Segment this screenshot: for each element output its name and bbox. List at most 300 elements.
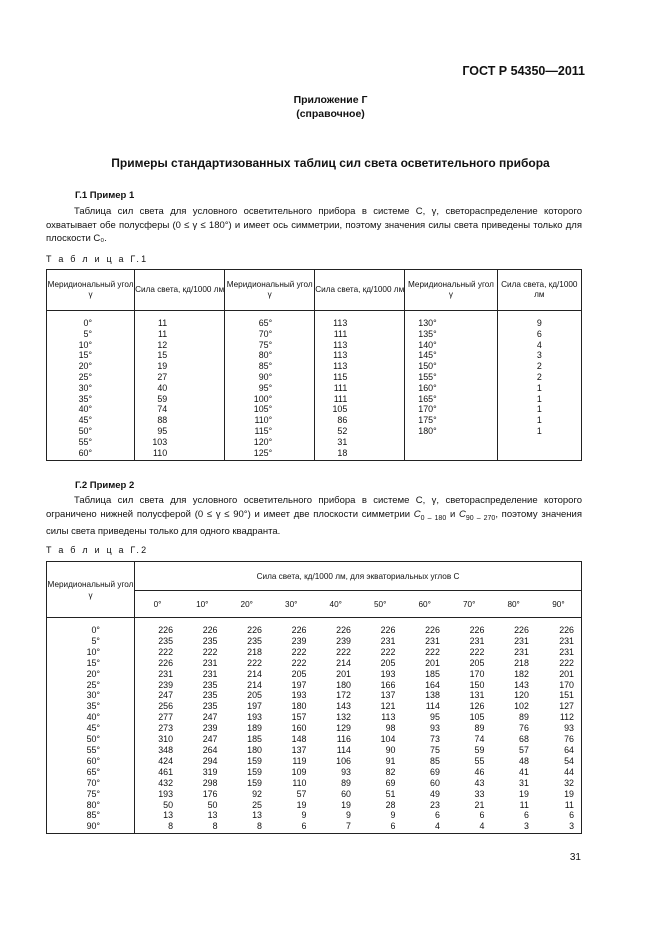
table-caption-2: Т а б л и ц а Г.2 (46, 545, 149, 555)
table-cell: 256 (158, 701, 174, 712)
table-row (47, 340, 582, 351)
table-cell: 126 (469, 701, 485, 712)
table-cell: 205 (291, 668, 307, 679)
table-cell: 59 (135, 394, 225, 405)
table-cell: 69 (430, 766, 440, 777)
table-cell: 1 (497, 415, 581, 426)
table-row (47, 448, 582, 461)
table-row (47, 778, 582, 789)
table-row (47, 756, 582, 767)
table-cell: 226 (336, 625, 351, 635)
column-header-intensity: Сила света, кд/1000 лм (497, 270, 581, 311)
table-cell: 54 (564, 755, 574, 766)
table-cell: 55° (47, 437, 135, 448)
table-cell: 231 (380, 635, 396, 646)
column-header-equatorial-angle: 70° (447, 591, 491, 618)
table-cell: 25 (252, 799, 262, 810)
table-cell: 49 (430, 788, 440, 799)
table-row (47, 383, 582, 394)
table-cell: 127 (559, 701, 574, 712)
table-cell: 60° (47, 448, 135, 461)
table-cell: 461 (158, 766, 174, 777)
table-cell: 239 (202, 723, 218, 734)
table-cell: 231 (425, 635, 440, 646)
table-cell: 226 (158, 657, 174, 668)
table-cell: 76 (564, 734, 574, 745)
table-cell: 9 (390, 810, 396, 821)
table-cell: 51 (385, 788, 396, 799)
table-cell: 264 (202, 744, 218, 755)
table-cell: 185 (425, 668, 440, 679)
table-cell: 231 (514, 635, 529, 646)
table-cell: 222 (247, 657, 262, 668)
table-cell: 6 (523, 810, 529, 821)
table-cell: 115° (225, 426, 315, 437)
table-cell: 180° (405, 426, 497, 437)
table-cell: 1 (497, 426, 581, 437)
table-cell: 35° (47, 394, 135, 405)
table-cell: 28 (385, 799, 396, 810)
table-row (47, 437, 582, 448)
table-cell: 9 (346, 810, 351, 821)
column-header-equatorial-angle: 0° (135, 591, 181, 618)
table-row (47, 789, 582, 800)
table-cell: 201 (559, 668, 574, 679)
table-cell: 132 (336, 712, 351, 723)
table-cell: 424 (158, 755, 174, 766)
table-cell: 75° (47, 789, 135, 800)
table-cell: 50 (163, 799, 174, 810)
table-cell: 231 (514, 646, 529, 657)
table-row (47, 810, 582, 821)
table-cell: 222 (559, 657, 574, 668)
table-cell: 9 (301, 810, 307, 821)
table-cell: 145° (405, 350, 497, 361)
table-cell: 197 (291, 679, 307, 690)
table-cell: 166 (380, 679, 396, 690)
column-header-equatorial-angle: 50° (358, 591, 402, 618)
page-title: Примеры стандартизованных таблиц сил света осветительного прибора (111, 156, 550, 170)
table-cell: 226 (247, 625, 262, 635)
table-cell: 3 (569, 821, 574, 832)
table-cell: 11 (564, 799, 574, 810)
table-cell: 235 (202, 679, 218, 690)
table-cell: 59 (474, 744, 485, 755)
table-cell: 143 (336, 701, 351, 712)
table-cell: 222 (425, 646, 440, 657)
table-cell: 75° (225, 340, 315, 351)
table-cell: 10° (47, 647, 135, 658)
column-header-equatorial-angle: 10° (180, 591, 224, 618)
table-cell: 231 (469, 635, 485, 646)
table-cell: 18 (315, 448, 405, 461)
table-cell: 222 (291, 657, 307, 668)
table-cell: 30° (47, 690, 135, 701)
table-cell: 5° (47, 636, 135, 647)
table-cell: 30° (47, 383, 135, 394)
table-cell: 119 (292, 755, 307, 766)
table-cell: 95° (225, 383, 315, 394)
table-cell (497, 437, 581, 448)
table-cell: 1 (497, 404, 581, 415)
table-cell: 45° (47, 415, 135, 426)
table-cell: 235 (158, 635, 174, 646)
column-header-equatorial-angle: 30° (269, 591, 313, 618)
page-number: 31 (569, 852, 581, 863)
table-cell: 222 (380, 646, 396, 657)
intensity-table-2 (46, 561, 582, 834)
table-cell: 91 (385, 755, 396, 766)
table-cell: 104 (380, 734, 396, 745)
table-cell: 231 (158, 668, 174, 679)
table-cell: 247 (202, 712, 218, 723)
table-cell: 205 (469, 657, 485, 668)
column-header-intensity: Сила света, кд/1000 лм (315, 270, 405, 311)
table-cell: 55° (47, 745, 135, 756)
table-cell: 112 (559, 712, 574, 723)
table-cell: 214 (247, 679, 262, 690)
table-cell: 35° (47, 701, 135, 712)
section-heading-2: Г.2 Пример 2 (75, 480, 135, 491)
table-cell: 120° (225, 437, 315, 448)
table-cell: 69 (385, 777, 396, 788)
table-cell: 180 (247, 744, 262, 755)
table-cell: 113 (315, 350, 405, 361)
column-header-equatorial-angle: 80° (491, 591, 535, 618)
table-cell: 310 (158, 734, 174, 745)
column-header-equatorial-angle: 60° (402, 591, 446, 618)
table-cell: 175° (405, 415, 497, 426)
table-cell: 20° (47, 669, 135, 680)
table-cell: 235 (202, 635, 218, 646)
table-cell: 239 (291, 635, 307, 646)
table-cell: 222 (291, 646, 307, 657)
table-cell: 110 (135, 448, 225, 461)
table-cell: 193 (247, 712, 262, 723)
table-row (47, 372, 582, 383)
table-cell: 110° (225, 415, 315, 426)
table-cell: 85 (430, 755, 440, 766)
table-row (47, 680, 582, 691)
table-cell: 113 (315, 340, 405, 351)
table-cell: 113 (381, 712, 396, 723)
table-row (47, 723, 582, 734)
table-cell: 88 (135, 415, 225, 426)
table-cell: 157 (291, 712, 307, 723)
table-cell: 247 (158, 690, 174, 701)
table-cell: 218 (514, 657, 529, 668)
table-cell: 432 (158, 777, 174, 788)
column-header-meridional-angle: Меридиональный угол γ (47, 562, 135, 618)
table-cell: 165° (405, 394, 497, 405)
table-cell: 40° (47, 404, 135, 415)
table-cell: 6 (434, 810, 440, 821)
table-cell: 131 (469, 690, 485, 701)
table-cell: 90° (225, 372, 315, 383)
table-cell: 201 (425, 657, 440, 668)
table-cell: 6 (497, 329, 581, 340)
table-cell: 46 (474, 766, 485, 777)
table-cell: 160° (405, 383, 497, 394)
table-cell: 4 (479, 821, 485, 832)
table-row (47, 701, 582, 712)
table-cell: 226 (158, 625, 174, 635)
table-cell: 9 (497, 311, 581, 329)
table-cell: 247 (202, 734, 218, 745)
table-cell: 294 (202, 755, 218, 766)
table-cell: 102 (514, 701, 529, 712)
table-cell (405, 448, 497, 461)
table-cell: 19 (564, 788, 574, 799)
table-cell: 90 (385, 744, 396, 755)
table-cell: 45° (47, 723, 135, 734)
table-row (47, 394, 582, 405)
table-cell: 86 (315, 415, 405, 426)
table-cell: 193 (291, 690, 307, 701)
table-cell: 121 (380, 701, 396, 712)
table-cell: 214 (336, 657, 351, 668)
table-cell (405, 437, 497, 448)
standard-number: ГОСТ Р 54350—2011 (462, 64, 585, 78)
table-cell: 148 (291, 734, 307, 745)
table-cell: 319 (202, 766, 218, 777)
table-cell: 95 (135, 426, 225, 437)
table-cell: 74 (474, 734, 485, 745)
table-cell: 13 (252, 810, 262, 821)
table-cell: 273 (158, 723, 174, 734)
table-cell: 8 (168, 821, 174, 832)
table-cell: 231 (559, 646, 574, 657)
table-row (47, 647, 582, 658)
table-cell: 65° (47, 767, 135, 778)
table-row (47, 712, 582, 723)
table-cell: 73 (430, 734, 440, 745)
table-cell: 0° (47, 311, 135, 329)
table-cell: 2 (497, 361, 581, 372)
table-cell: 41 (519, 766, 529, 777)
table-cell: 106 (336, 755, 351, 766)
table-cell: 60° (47, 756, 135, 767)
table-cell: 226 (202, 625, 218, 635)
table-cell: 15 (135, 350, 225, 361)
table-cell: 113 (315, 311, 405, 329)
table-cell: 27 (135, 372, 225, 383)
table-cell: 60 (430, 777, 440, 788)
table-cell: 130° (405, 311, 497, 329)
table-cell: 105° (225, 404, 315, 415)
table-cell: 155° (405, 372, 497, 383)
table-cell: 74 (135, 404, 225, 415)
table-cell: 50° (47, 426, 135, 437)
table-cell: 55 (474, 755, 485, 766)
table-cell: 150 (469, 679, 485, 690)
table-cell: 140° (405, 340, 497, 351)
table-row (47, 745, 582, 756)
table-row (47, 734, 582, 745)
table-cell: 159 (247, 755, 262, 766)
table-cell: 105 (315, 404, 405, 415)
column-group-header: Сила света, кд/1000 лм, для экваториальных углов C (135, 562, 582, 591)
table-row (47, 329, 582, 340)
table-cell: 19 (341, 799, 351, 810)
table-cell: 70° (47, 778, 135, 789)
table-cell: 15° (47, 350, 135, 361)
table-cell: 348 (158, 744, 174, 755)
table-cell: 6 (479, 810, 485, 821)
annex-subtitle: (справочное) (296, 108, 365, 120)
table-cell: 13 (207, 810, 218, 821)
table-cell: 89 (474, 723, 485, 734)
table-cell: 85° (47, 810, 135, 821)
table-cell: 151 (559, 690, 574, 701)
table-cell: 222 (469, 646, 485, 657)
table-cell: 6 (301, 821, 307, 832)
table-cell: 25° (47, 680, 135, 691)
table-cell: 197 (247, 701, 262, 712)
table-cell: 52 (315, 426, 405, 437)
section-text-2: Таблица сил света для условного осветительного прибора в системе C, γ, светораспределение которого ограничено нижней полусферой (0 ≤ γ ≤ 90°) и имеет две плоскости симметрии $C_{0 - 180}$ и $C_{90 - 270}$, поэтому значения силы света приведены только для одного квадранта. (46, 495, 583, 538)
table-cell: 15° (47, 658, 135, 669)
table-cell: 170° (405, 404, 497, 415)
table-cell: 3 (497, 350, 581, 361)
table-cell: 170 (469, 668, 485, 679)
table-cell: 201 (336, 668, 351, 679)
table-cell: 239 (336, 635, 351, 646)
table-cell: 60 (341, 788, 351, 799)
table-cell: 111 (315, 394, 405, 405)
table-row (47, 415, 582, 426)
table-cell: 129 (336, 723, 351, 734)
table-cell: 31 (315, 437, 405, 448)
table-cell: 6 (569, 810, 574, 821)
table-cell: 4 (434, 821, 440, 832)
table-cell: 25° (47, 372, 135, 383)
table-cell: 116 (336, 734, 351, 745)
table-cell: 50 (207, 799, 218, 810)
table-cell: 31 (519, 777, 529, 788)
column-header-angle: Меридиональный угол γ (405, 270, 497, 311)
table-caption-1: Т а б л и ц а Г.1 (46, 254, 149, 264)
table-cell: 226 (469, 625, 485, 635)
table-cell: 120 (514, 690, 529, 701)
table-cell: 11 (135, 311, 225, 329)
table-cell: 11 (135, 329, 225, 340)
table-cell: 11 (519, 799, 529, 810)
table-cell: 3 (523, 821, 529, 832)
column-header-angle: Меридиональный угол γ (225, 270, 315, 311)
table-row (47, 767, 582, 778)
table-cell: 80° (225, 350, 315, 361)
table-cell: 0° (47, 618, 135, 636)
table-row (47, 311, 582, 329)
table-cell: 298 (202, 777, 218, 788)
intensity-table-1 (46, 269, 582, 461)
table-cell: 44 (564, 766, 574, 777)
table-cell: 65° (225, 311, 315, 329)
table-cell: 218 (247, 646, 262, 657)
table-row (47, 658, 582, 669)
table-cell: 95 (430, 712, 440, 723)
section-heading-1: Г.1 Пример 1 (75, 190, 135, 201)
column-header-intensity: Сила света, кд/1000 лм (135, 270, 225, 311)
table-cell: 100° (225, 394, 315, 405)
table-cell: 222 (158, 646, 174, 657)
table-cell: 90° (47, 821, 135, 833)
table-cell: 10° (47, 340, 135, 351)
table-cell: 2 (497, 372, 581, 383)
table-cell: 159 (247, 777, 262, 788)
table-cell: 98 (385, 723, 396, 734)
table-cell: 5° (47, 329, 135, 340)
table-cell: 12 (135, 340, 225, 351)
table-cell: 226 (291, 625, 307, 635)
table-cell: 19 (135, 361, 225, 372)
table-cell: 231 (559, 635, 574, 646)
table-cell: 89 (341, 777, 351, 788)
table-cell: 20° (47, 361, 135, 372)
table-cell: 115 (315, 372, 405, 383)
table-cell: 235 (202, 690, 218, 701)
table-cell: 226 (380, 625, 396, 635)
table-cell: 138 (425, 690, 440, 701)
table-cell: 40° (47, 712, 135, 723)
column-header-angle: Меридиональный угол γ (47, 270, 135, 311)
table-row (47, 800, 582, 811)
table-row (47, 350, 582, 361)
table-cell: 231 (202, 657, 218, 668)
table-cell: 50° (47, 734, 135, 745)
table-cell: 214 (247, 668, 262, 679)
table-cell: 93 (341, 766, 351, 777)
table-cell: 226 (514, 625, 529, 635)
annex-title: Приложение Г (293, 94, 368, 106)
table-cell (497, 448, 581, 461)
table-cell: 193 (158, 788, 174, 799)
section-text-1: Таблица сил света для условного осветительного прибора в системе C, γ, светораспределение которого охватывает обе полусферы (0 ≤ γ ≤ 180°) и имеет ось симметрии, поэтому значения силы света приведены только для плоскости C₀. (46, 206, 582, 245)
table-cell: 222 (336, 646, 351, 657)
table-cell: 150° (405, 361, 497, 372)
table-cell: 231 (202, 668, 218, 679)
table-cell: 114 (336, 744, 351, 755)
table-cell: 8 (212, 821, 218, 832)
table-cell: 43 (474, 777, 485, 788)
table-cell: 68 (519, 734, 529, 745)
table-cell: 159 (247, 766, 262, 777)
table-cell: 170 (559, 679, 574, 690)
table-cell: 19 (519, 788, 529, 799)
table-row (47, 821, 582, 833)
table-cell: 226 (559, 625, 574, 635)
table-cell: 137 (380, 690, 396, 701)
table-row (47, 669, 582, 680)
column-header-equatorial-angle: 20° (225, 591, 269, 618)
table-cell: 80° (47, 800, 135, 811)
table-cell: 92 (252, 788, 262, 799)
table-cell: 64 (564, 744, 574, 755)
table-cell: 48 (519, 755, 529, 766)
table-cell: 85° (225, 361, 315, 372)
table-cell: 235 (247, 635, 262, 646)
table-cell: 76 (519, 723, 529, 734)
table-cell: 205 (380, 657, 396, 668)
table-cell: 82 (385, 766, 396, 777)
table-cell: 1 (497, 394, 581, 405)
column-header-equatorial-angle: 90° (536, 591, 582, 618)
table-cell: 33 (474, 788, 485, 799)
table-cell: 13 (163, 810, 174, 821)
table-row (47, 690, 582, 701)
table-cell: 70° (225, 329, 315, 340)
